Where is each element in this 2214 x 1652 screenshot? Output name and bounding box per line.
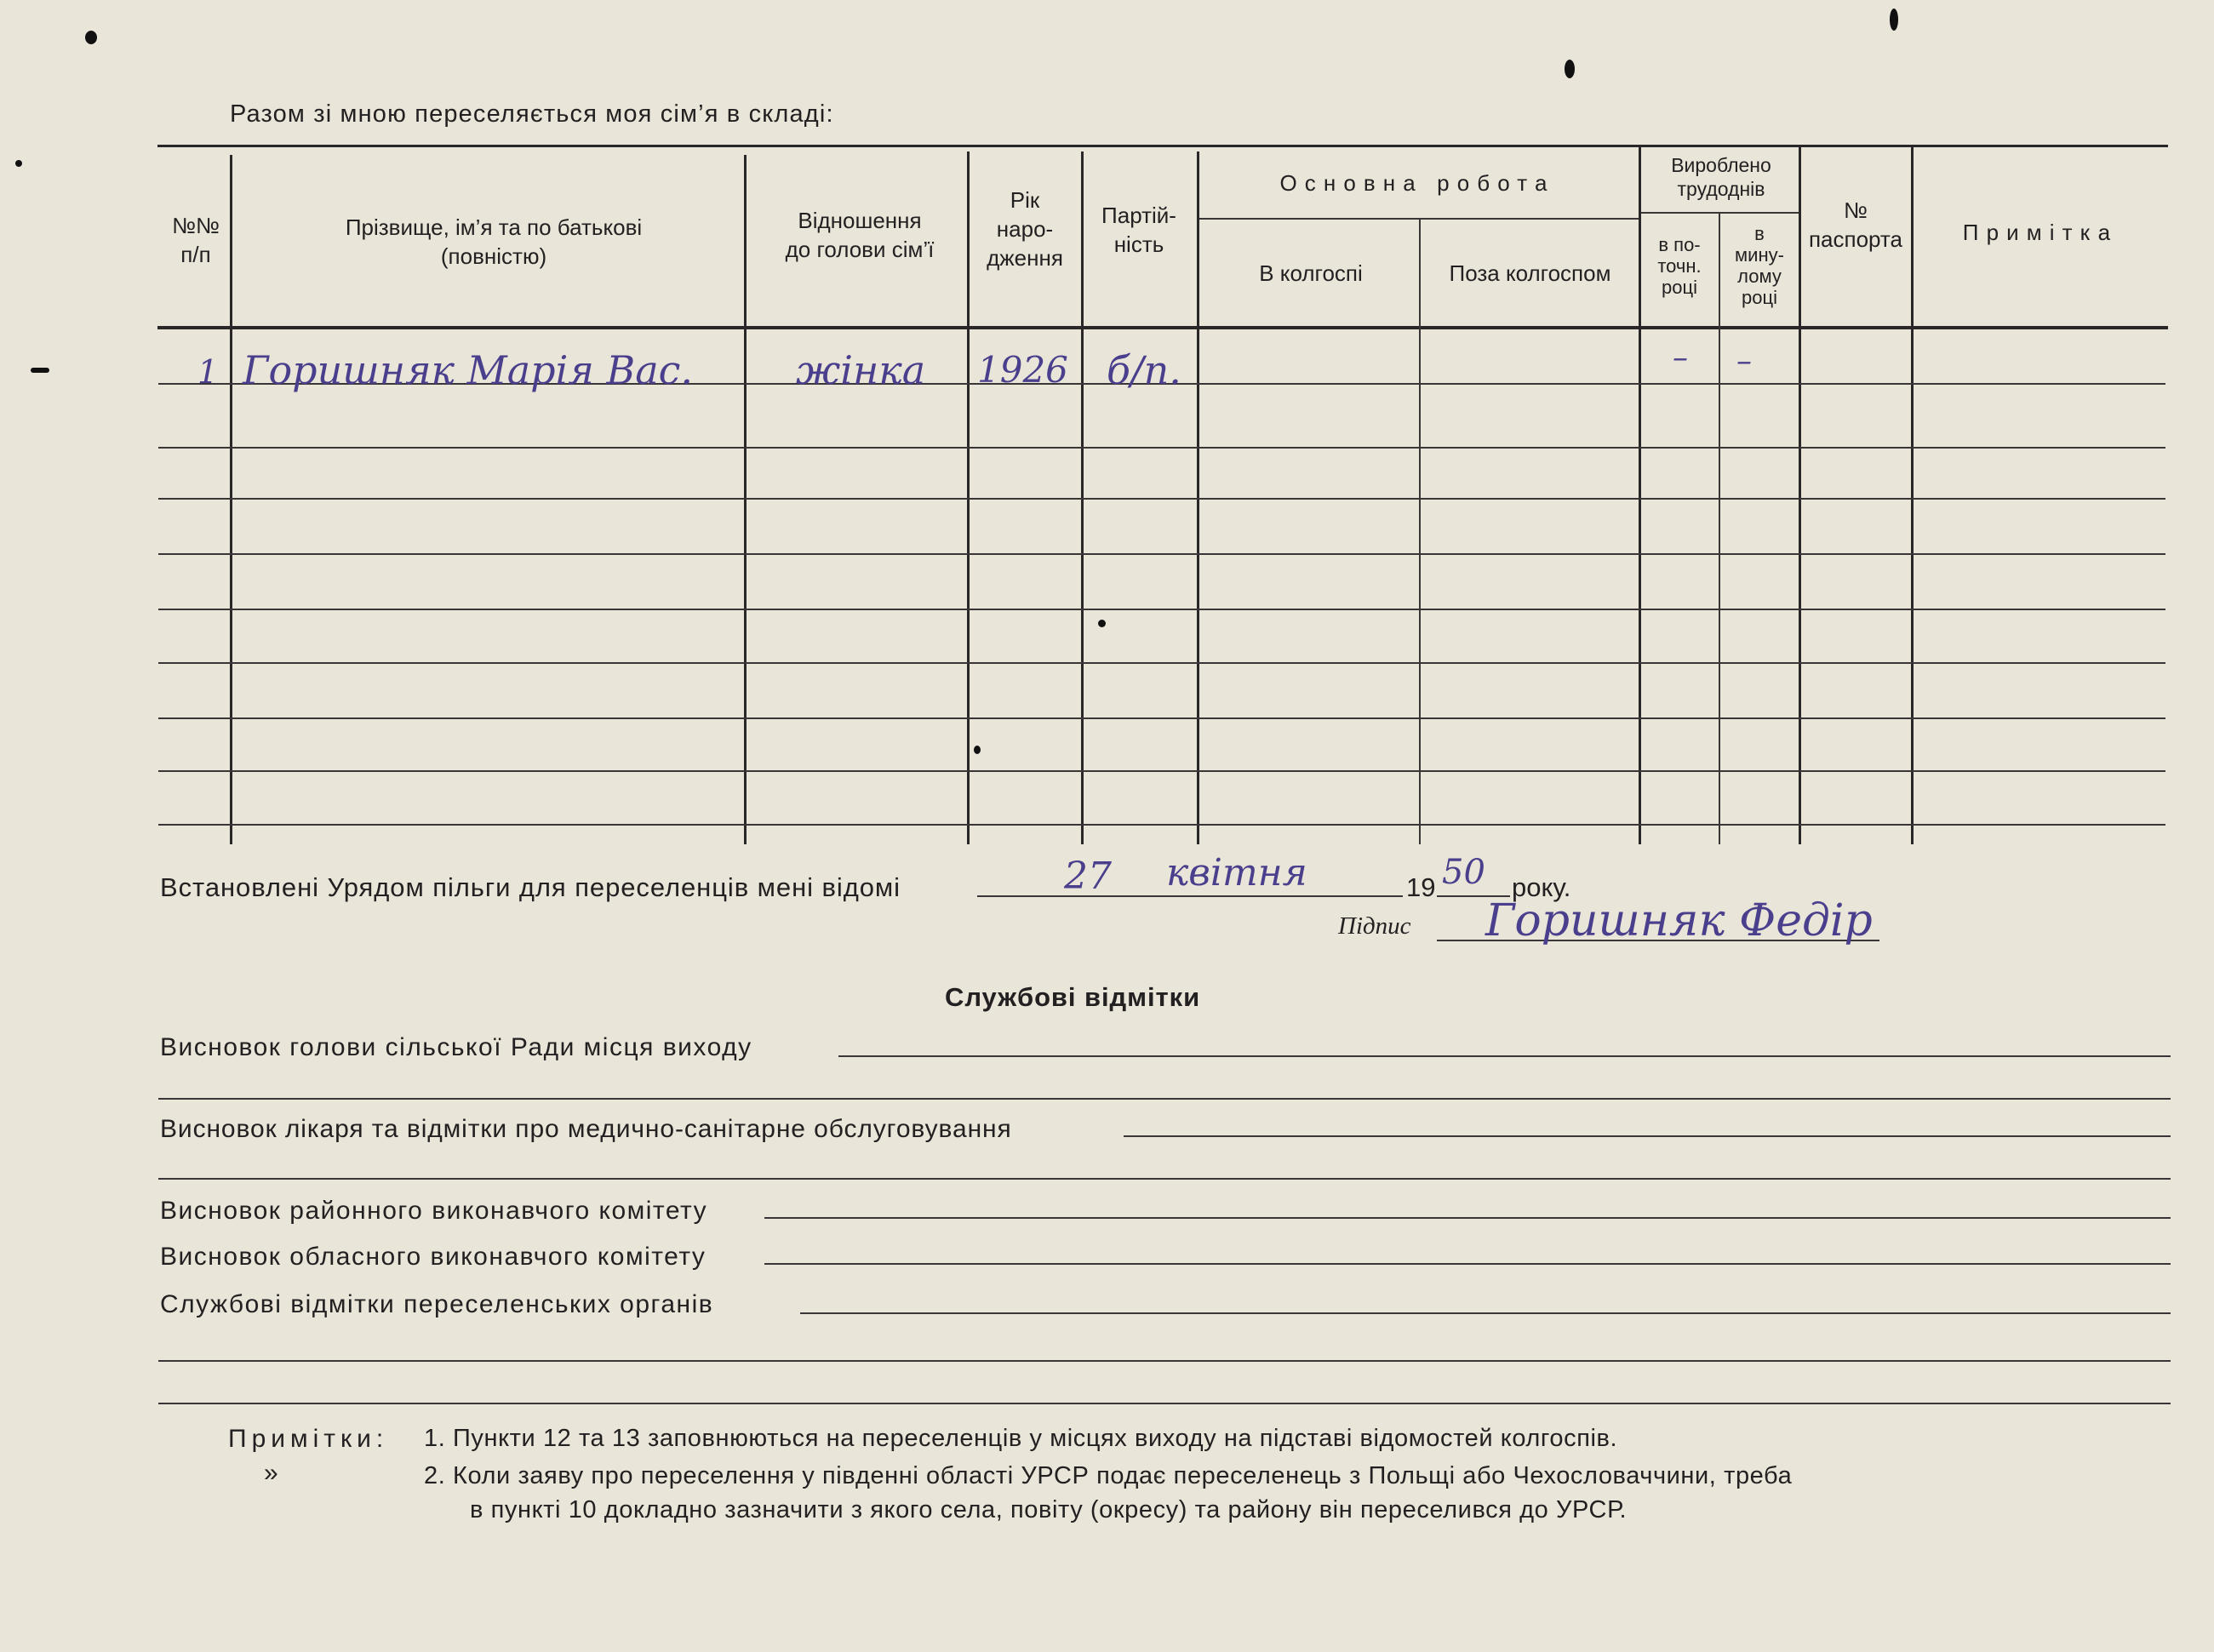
benefits-month: квітня: [1166, 851, 1307, 895]
benefits-label: Встановлені Урядом пільги для переселенців мені відомі: [160, 872, 901, 902]
paper-speck: [31, 368, 49, 373]
header-in-kolhosp: В колгоспі: [1259, 260, 1363, 286]
service-item-1-extra-line: [158, 1098, 2171, 1100]
workdays-subheader-line: [1639, 212, 1801, 214]
header-passport: № паспорта: [1808, 197, 1903, 252]
header-party: Партій- ність: [1101, 203, 1176, 257]
benefits-year-word: року.: [1512, 872, 1571, 902]
signature-label: Підпис: [1338, 912, 1411, 940]
service-item-2-extra-line: [158, 1178, 2171, 1180]
service-item-1: Висновок голови сільської Ради місця виходу: [160, 1033, 752, 1061]
service-item-5-line: [800, 1312, 2171, 1314]
paper-speck: [974, 746, 981, 754]
paper-speck: [1890, 9, 1898, 31]
header-outside-kolhosp: Поза колгоспом: [1449, 260, 1611, 286]
table-row-line: [158, 447, 2165, 449]
col-divider: [1419, 218, 1421, 844]
notes-item-3: в пункті 10 докладно зазначити з якого села, повіту (окресу) та району він переселився до УРСР.: [470, 1496, 1628, 1523]
service-item-4: Висновок обласного виконавчого комітету: [160, 1243, 707, 1271]
service-item-3: Висновок районного виконавчого комітету: [160, 1197, 708, 1225]
table-row-line: [158, 662, 2165, 664]
row-1-year: 1926: [977, 349, 1068, 391]
header-current-year: в по- точн. році: [1657, 234, 1702, 298]
signature-value: Горишняк Федір: [1485, 895, 1873, 946]
notes-ditto-mark: »: [264, 1459, 278, 1487]
row-1-relation: жінка: [796, 347, 926, 393]
header-main-work: Основна робота: [1279, 170, 1555, 196]
col-divider: [1911, 146, 1914, 844]
service-item-1-line: [838, 1055, 2171, 1057]
service-item-4-line: [764, 1263, 2171, 1265]
service-title: Службові відмітки: [945, 982, 1201, 1012]
row-1-party: б/п.: [1107, 347, 1181, 393]
col-divider: [1719, 212, 1720, 844]
service-item-5: Службові відмітки переселенських органів: [160, 1290, 714, 1318]
row-1-name: Горишняк Марія Вас.: [243, 347, 694, 393]
paper-speck: [15, 160, 22, 167]
header-year: Рік наро- дження: [987, 187, 1063, 271]
row-1-current-year: –: [1673, 340, 1688, 375]
header-note: Примітка: [1962, 220, 2119, 245]
table-row-line: [158, 498, 2165, 500]
header-workdays: Вироблено трудоднів: [1671, 154, 1771, 200]
benefits-date-line: [977, 895, 1403, 897]
benefits-day: 27: [1064, 855, 1112, 898]
header-name: Прізвище, ім’я та по батькові (повністю): [345, 214, 643, 269]
benefits-year-suffix: 50: [1442, 853, 1485, 892]
notes-label: Примітки:: [228, 1425, 389, 1453]
table-row-line: [158, 770, 2165, 772]
notes-item-1: 1. Пункти 12 та 13 заповнюються на переселенців у місцях виходу на підставі відомостей колгоспів.: [424, 1425, 1618, 1452]
table-header-bottom-border: [157, 326, 2168, 329]
service-item-3-line: [764, 1217, 2171, 1219]
col-divider: [230, 155, 232, 844]
table-row-line: [158, 609, 2165, 610]
row-1-last-year: –: [1736, 344, 1752, 379]
service-item-5-extra-line: [158, 1360, 2171, 1362]
benefits-year-prefix: 19: [1406, 872, 1436, 902]
paper-speck: [85, 31, 97, 44]
col-divider: [1639, 146, 1641, 844]
table-row-line: [158, 717, 2165, 719]
row-1-num: 1: [197, 353, 219, 391]
header-last-year: в мину- лому році: [1735, 223, 1784, 308]
service-item-2-line: [1124, 1135, 2171, 1137]
service-item-5-extra-line-2: [158, 1403, 2171, 1404]
col-divider: [744, 155, 747, 844]
paper-speck: [1098, 620, 1106, 627]
notes-item-2: 2. Коли заяву про переселення у південні області УРСР подає переселенець з Польщі або Чехословаччини, треба: [424, 1462, 1793, 1489]
family-intro-text: Разом зі мною переселяється моя сім’я в складі:: [230, 100, 834, 128]
table-row-line: [158, 824, 2165, 826]
table-top-border: [157, 145, 2168, 147]
col-divider: [1799, 146, 1801, 844]
service-item-2: Висновок лікаря та відмітки про медично-санітарне обслуговування: [160, 1115, 1012, 1143]
header-relation: Відношення до голови сім’ї: [785, 208, 935, 262]
paper-speck: [1565, 60, 1575, 78]
header-num: №№ п/п: [172, 213, 220, 267]
table-row-line: [158, 553, 2165, 555]
